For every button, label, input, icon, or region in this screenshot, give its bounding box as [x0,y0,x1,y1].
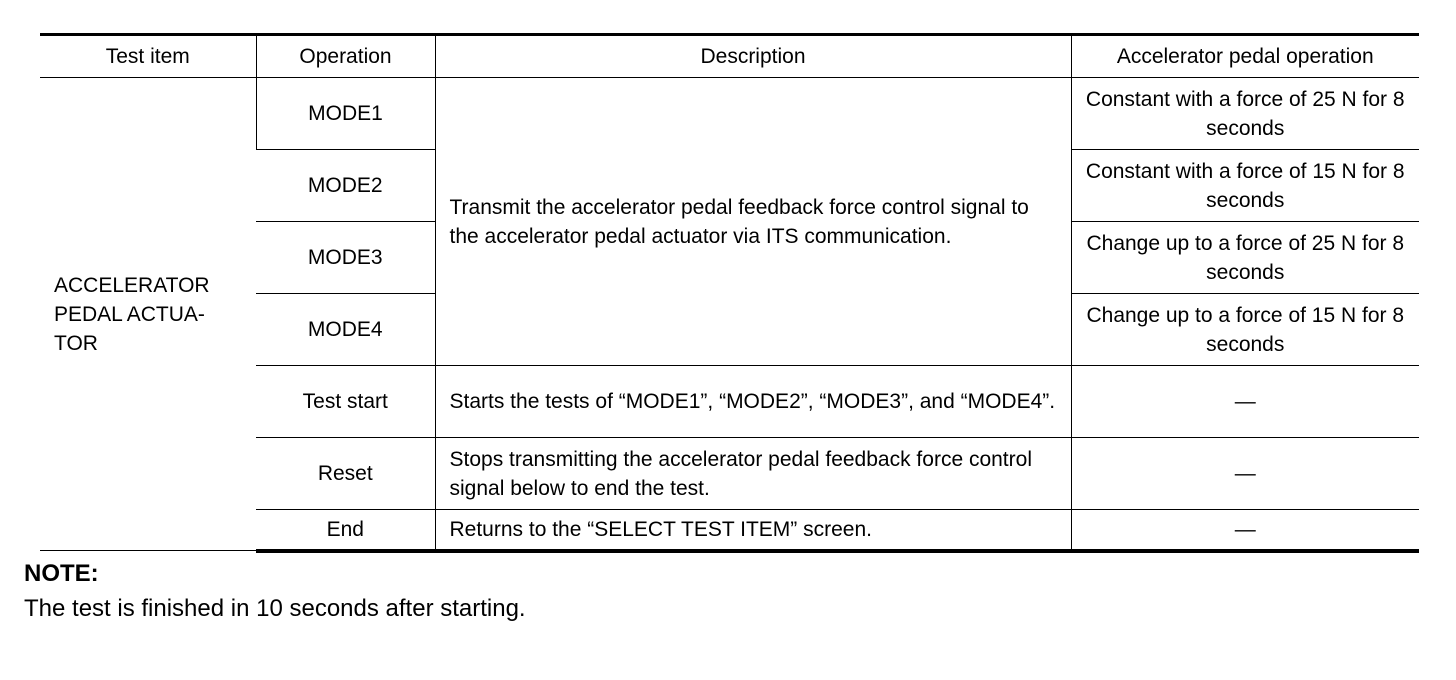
pedal-operation-cell: — [1071,366,1419,438]
operation-cell: MODE4 [256,294,435,366]
header-test-item: Test item [40,35,256,78]
description-cell: Returns to the “SELECT TEST ITEM” screen. [435,510,1071,551]
test-item-cell [40,78,256,551]
test-item-label: ACCELERATOR PEDAL ACTUA- TOR [54,273,210,355]
header-accelerator-pedal-operation: Accelerator pedal operation [1071,35,1419,78]
pedal-operation-cell: — [1071,438,1419,510]
operation-cell: Reset [256,438,435,510]
description-cell: Stops transmitting the accelerator pedal feedback force control signal below to end the test. [435,438,1071,510]
pedal-operation-cell: Change up to a force of 25 N for 8 seconds [1071,222,1419,294]
header-operation: Operation [256,35,435,78]
operation-cell: MODE1 [256,78,435,150]
pedal-operation-cell: — [1071,510,1419,551]
note-text: The test is finished in 10 seconds after starting. [24,595,526,622]
operation-cell: End [256,510,435,551]
operation-cell: Test start [256,366,435,438]
operation-cell: MODE2 [256,150,435,222]
description-cell: Starts the tests of “MODE1”, “MODE2”, “MODE3”, and “MODE4”. [435,366,1071,438]
table-header-row [40,35,1419,78]
header-description: Description [435,35,1071,78]
pedal-operation-cell: Constant with a force of 15 N for 8 seconds [1071,150,1419,222]
table-row [40,78,1419,150]
description-cell: Transmit the accelerator pedal feedback force control signal to the accelerator pedal actuator via ITS communication. [435,78,1071,366]
note-title: NOTE: [24,560,99,587]
operation-cell: MODE3 [256,222,435,294]
pedal-operation-cell: Constant with a force of 25 N for 8 seconds [1071,78,1419,150]
pedal-operation-cell: Change up to a force of 15 N for 8 seconds [1071,294,1419,366]
test-item-table [40,33,1419,553]
